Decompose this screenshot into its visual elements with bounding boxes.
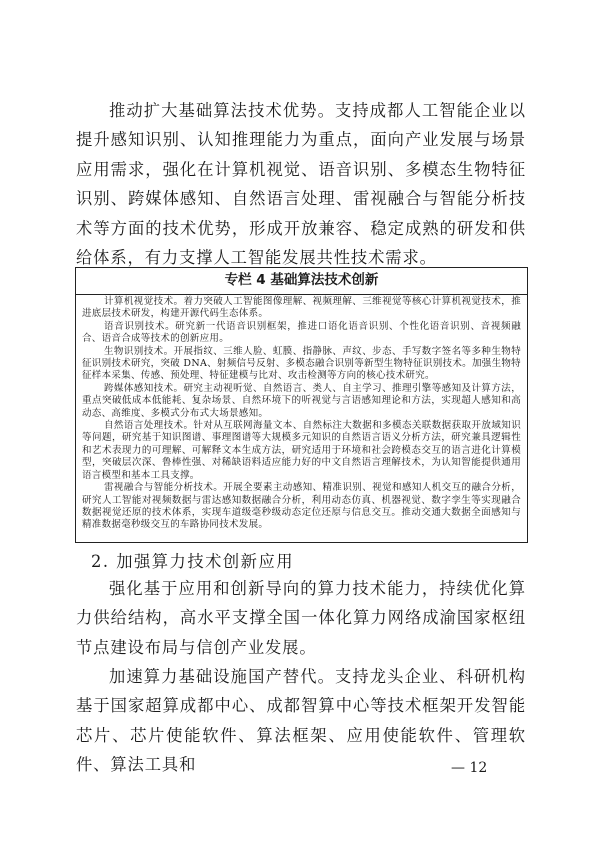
page-number: — 12 — [451, 760, 488, 776]
box-item-speech-recognition: 语音识别技术。研究新一代语音识别框架，推进口语化语音识别、个性化语音识别、音视频融合、语音合成等技术的创新应用。 — [82, 320, 521, 345]
section-heading: 2. 加强算力技术创新应用 — [91, 552, 295, 571]
box-item-computer-vision: 计算机视觉技术。着力突破人工智能图像理解、视频理解、三维视觉等核心计算机视觉技术，推进底层技术研发，构建开源代码生态体系。 — [82, 296, 521, 320]
box-item-radar-vision: 雷视融合与智能分析技术。开展全要素主动感知、精准识别、视觉和感知人机交互的融合分析，研究人工智能对视频数据与雷达感知数据融合分析，利用动态仿真、机器视觉、数字孪生等实现融合数据视觉还原的技术体系，实现车道级毫秒级动态定位还原与信息交互。推动交通大数据全面感知与精准数据毫秒级交互的车路协同技术发展。 — [82, 482, 521, 531]
feature-box-body — [82, 296, 521, 532]
box-item-cross-media: 跨媒体感知技术。研究主动视听觉、自然语言、类人、自主学习、推理引擎等感知及计算方法，重点突破低成本低能耗、复杂场景、自然环境下的听视觉与言语感知理论和方法，实现超人感知和高动态、高维度、多模式分布式大场景感知。 — [82, 382, 521, 419]
feature-box — [75, 267, 528, 543]
body-paragraph-2: 强化基于应用和创新导向的算力技术能力，持续优化算力供给结构，高水平支撑全国一体化算力网络成渝国家枢纽节点建设布局与信创产业发展。 — [76, 579, 526, 657]
feature-box-divider — [76, 294, 527, 295]
body-paragraph-1: 推动扩大基础算法技术优势。支持成都人工智能企业以提升感知识别、认知推理能力为重点，面向产业发展与场景应用需求，强化在计算机视觉、语音识别、多模态生物特征识别、跨媒体感知、自然语言处理、雷视融合与智能分析技术等方面的技术优势，形成开放兼容、稳定成熟的研发和供给体系，有力支撑人工智能发展共性技术需求。 — [76, 101, 526, 268]
feature-box-title: 专栏 4 基础算法技术创新 — [224, 272, 379, 288]
body-paragraph-3: 加速算力基础设施国产替代。支持龙头企业、科研机构基于国家超算成都中心、成都智算中心等技术框架开发智能芯片、芯片使能软件、算法框架、应用使能软件、管理软件、算法工具和 — [76, 667, 526, 775]
box-item-nlp: 自然语言处理技术。针对从互联网海量文本、自然标注大数据和多模态关联数据获取开放域知识等问题，研究基于知识图谱、事理图谱等大规模多元知识的自然语言语义分析方法，研究兼具逻辑性和艺术表现力的可理解、可解释文本生成方法，研究适用于环境和社会跨模态交互的语言进化计算模型，突破层次深、鲁棒性强、对稀缺语料适应能力好的中文自然语言理解技术，为认知智能提供通用语言模型和基本工具支撑。 — [82, 420, 521, 481]
box-item-biometrics: 生物识别技术。开展指纹、三维人脸、虹膜、指静脉、声纹、步态、手写数字签名等多种生物特征识别技术研究，突破 DNA、射频信号反射、多模态融合识别等新型生物特征识别技术。加强生物特征样本采集、传感、预处理、特征建模与比对、攻击检测等方向的核心技术研究。 — [82, 345, 521, 382]
